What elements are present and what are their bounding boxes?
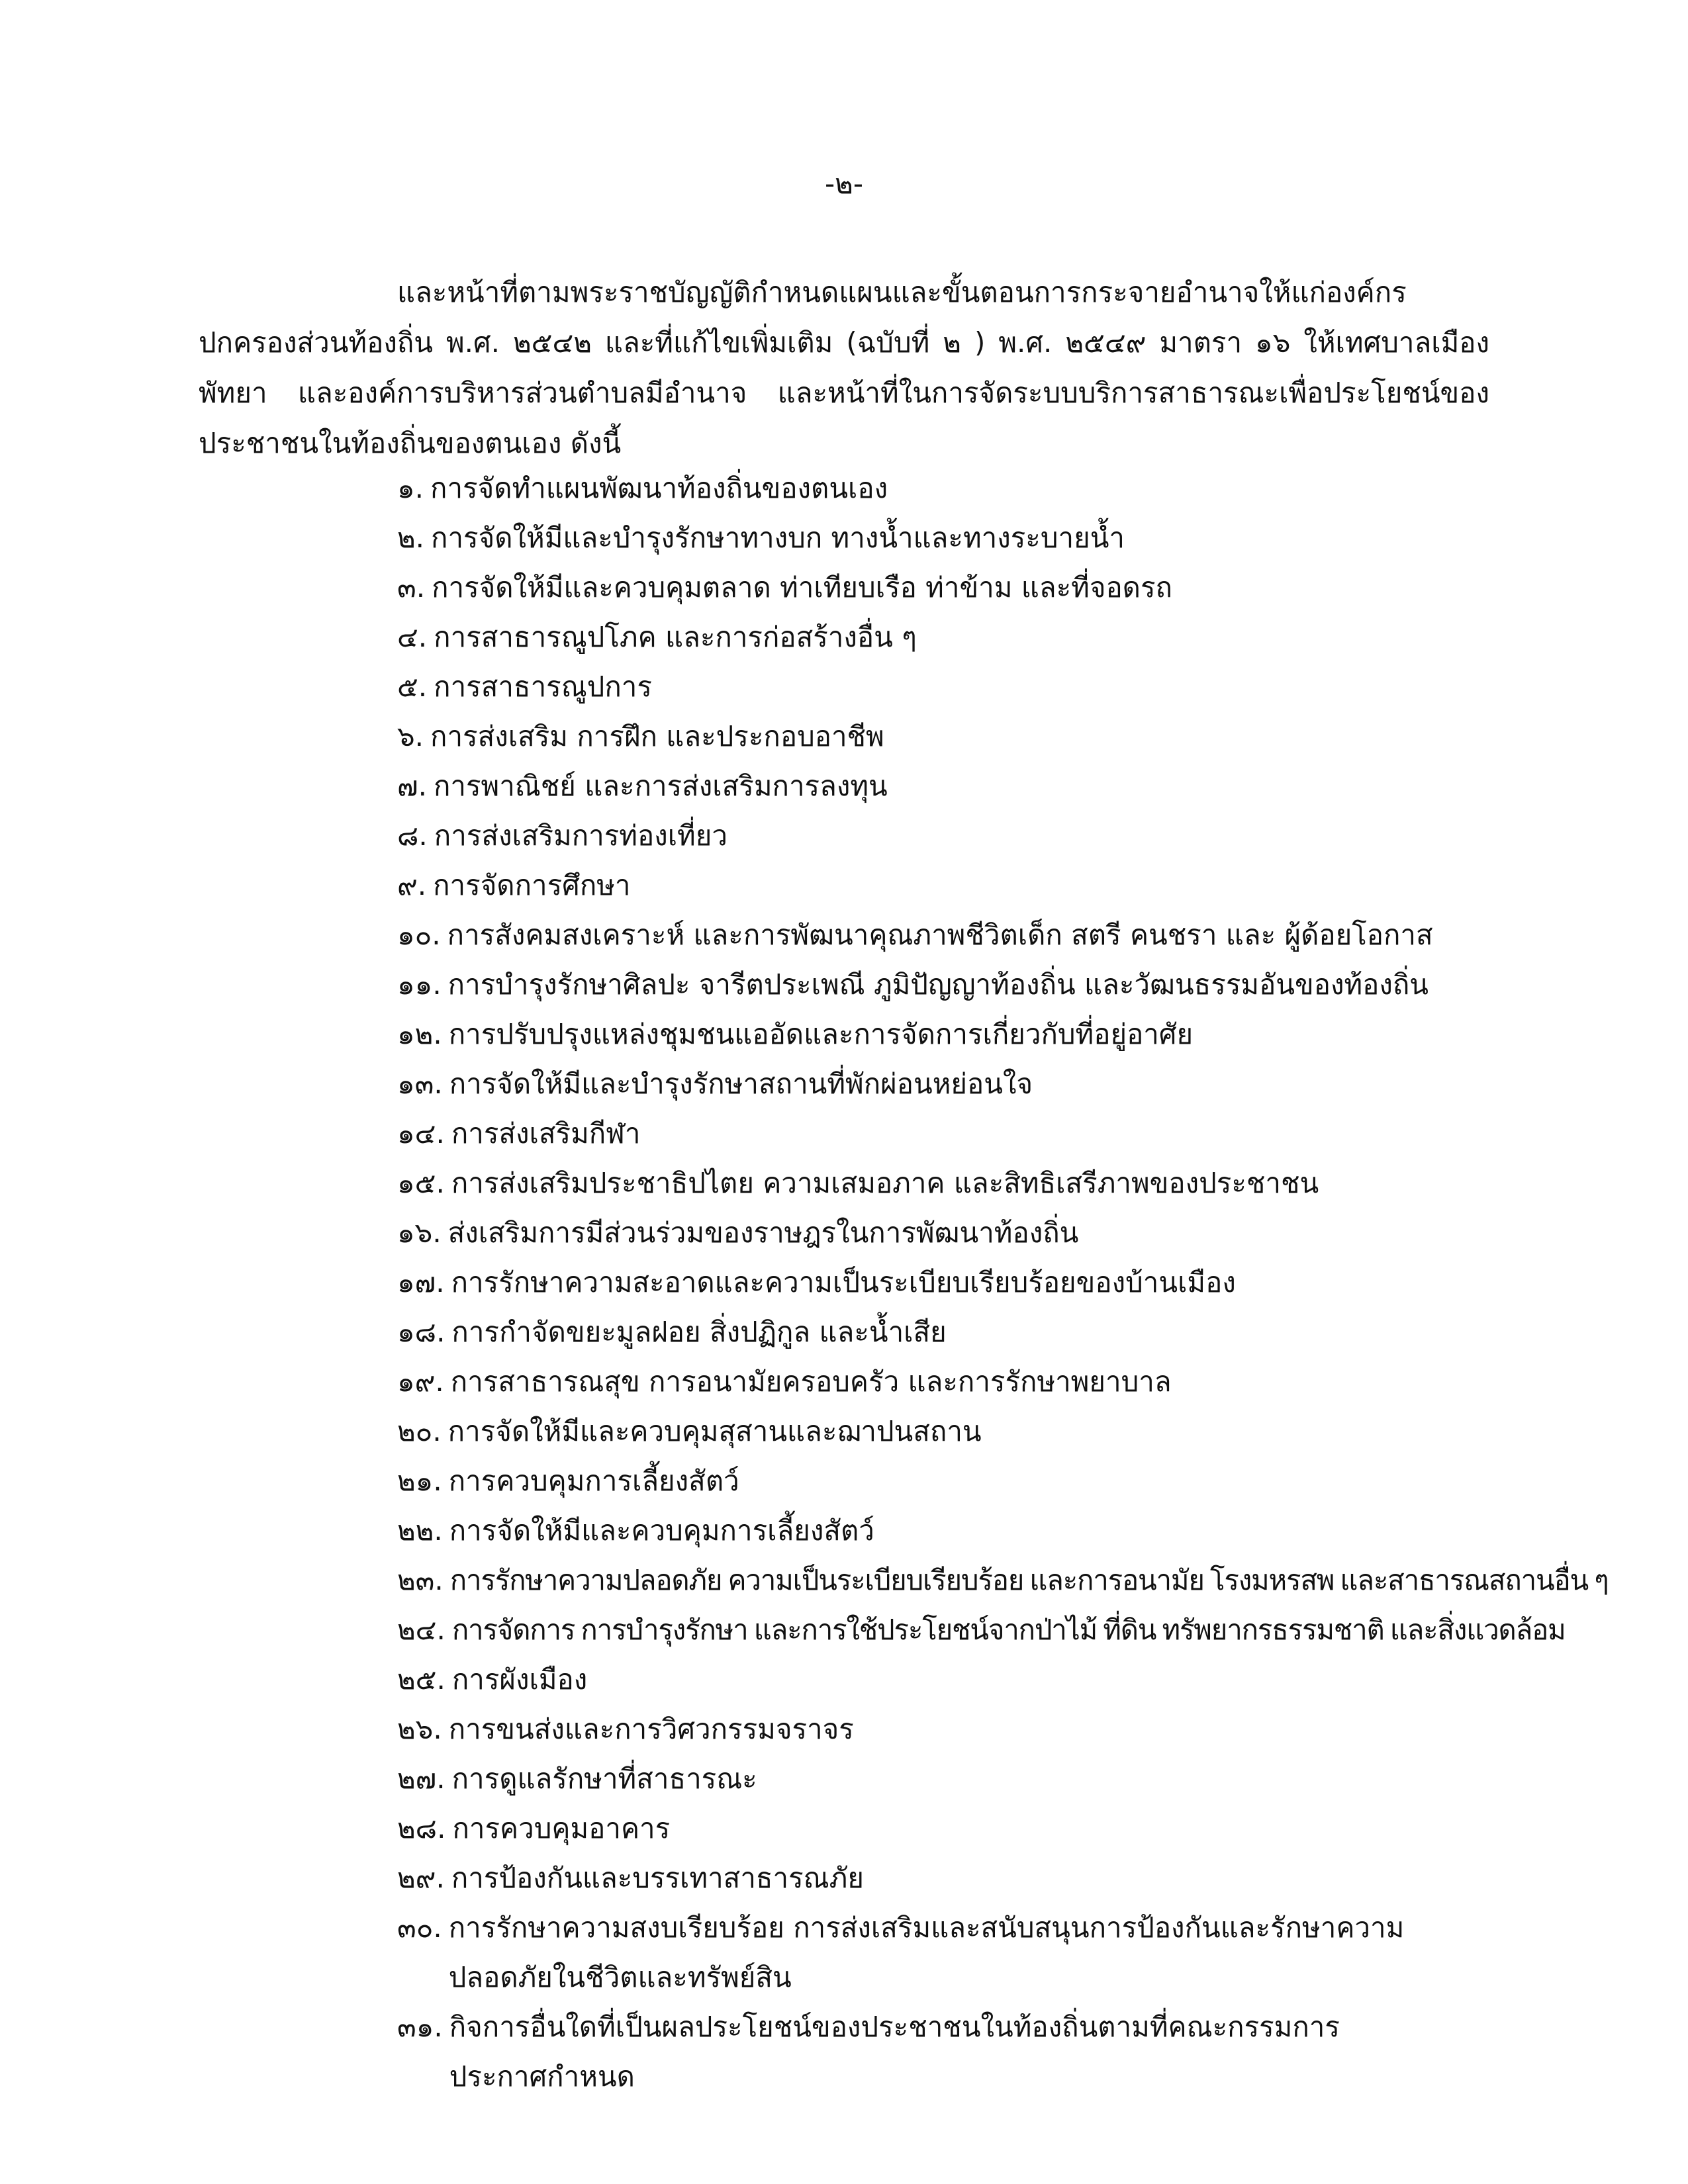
list-item-text: การปรับปรุงแหล่งชุมชนแออัดและการจัดการเกี่ยวกับที่อยู่อาศัย (448, 1018, 1194, 1050)
list-item-text: การผังเมือง (451, 1663, 588, 1696)
list-item-text: ส่งเสริมการมีส่วนร่วมของราษฎรในการพัฒนาท้องถิ่น (447, 1216, 1079, 1249)
list-item-number: ๑๓. (397, 1068, 443, 1100)
list-item (397, 1009, 1523, 1059)
list-item-text: การจัดการศึกษา (433, 869, 631, 901)
list-item-text: การป้องกันและบรรเทาสาธารณภัย (451, 1862, 864, 1894)
list-item-text: การสาธารณูปการ (434, 670, 652, 703)
list-item-number: ๑๖. (397, 1216, 442, 1249)
list-item (397, 1506, 1523, 1555)
list-item-number: ๖. (397, 720, 424, 752)
list-item-number: ๒๕. (397, 1663, 445, 1696)
list-item-text: การควบคุมอาคาร (452, 1812, 671, 1844)
list-item-text: การพาณิชย์ และการส่งเสริมการลงทุน (433, 770, 888, 802)
intro-paragraph: และหน้าที่ตามพระราชบัญญัติกำหนดแผนและขั้นตอนการกระจายอำนาจให้แก่องค์กรปกครองส่วนท้องถิ่น พ.ศ. ๒๕๔๒ และที่แก้ไขเพิ่มเติม (ฉบับที่ ๒ ) พ.ศ. ๒๕๔๙ มาตรา ๑๖ ให้เทศบาลเมืองพัทยา และองค์การบริหารส่วนตำบลมีอำนาจ และหน้าที่ในการจัดระบบบริการสาธารณะเพื่อประโยชน์ของประชาชนในท้องถิ่นของตนเอง ดังนี้ (199, 276, 1489, 459)
list-item-number: ๒. (397, 522, 425, 554)
list-item-number: ๑๕. (397, 1167, 445, 1199)
list-item-number: ๓๐. (397, 1911, 442, 1944)
list-item-text: การขนส่งและการวิศวกรรมจราจร (448, 1713, 854, 1745)
list-item (397, 1357, 1523, 1406)
list-item-text: การสาธารณสุข การอนามัยครอบครัว และการรักษาพยาบาล (450, 1365, 1172, 1398)
duty-list (397, 463, 1609, 2101)
list-item-text: การจัดให้มีและควบคุมตลาด ท่าเทียบเรือ ท่าข้าม และที่จอดรถ (432, 571, 1172, 604)
list-item-text: การส่งเสริมการท่องเที่ยว (434, 819, 727, 852)
list-item-number: ๑. (397, 472, 424, 504)
list-item-text: การรักษาความสะอาดและความเป็นระเบียบเรียบร้อยของบ้านเมือง (451, 1266, 1236, 1298)
list-item (397, 1158, 1523, 1208)
list-item-number: ๕. (397, 670, 428, 703)
list-item-text: การรักษาความปลอดภัย ความเป็นระเบียบเรียบร้อย และการอนามัย โรงมหรสพ และสาธารณสถานอื่น ๆ (449, 1564, 1609, 1596)
list-item (397, 1109, 1523, 1158)
list-item (397, 1257, 1523, 1307)
list-item (397, 1605, 1566, 1655)
list-item-text: การจัดให้มีและบำรุงรักษาทางบก ทางน้ำและทางระบายน้ำ (431, 522, 1125, 554)
list-item-number: ๒๗. (397, 1762, 445, 1795)
list-item-number: ๔. (397, 621, 428, 653)
list-item-text: การสังคมสงเคราะห์ และการพัฒนาคุณภาพชีวิตเด็ก สตรี คนชรา และ ผู้ด้อยโอกาส (447, 919, 1433, 951)
list-item (397, 1853, 1523, 1903)
list-item (397, 1456, 1523, 1506)
list-item (397, 1059, 1523, 1109)
list-item-number: ๒๖. (397, 1713, 442, 1745)
list-item-number: ๙. (397, 869, 427, 901)
list-item-text: การส่งเสริมประชาธิปไตย ความเสมอภาค และสิทธิเสรีภาพของประชาชน (451, 1167, 1319, 1199)
list-item-text: การส่งเสริม การฝึก และประกอบอาชีพ (430, 720, 884, 752)
list-item (397, 612, 1523, 662)
list-item-number: ๑๒. (397, 1018, 442, 1050)
list-item (397, 711, 1523, 761)
list-item-number: ๒๒. (397, 1514, 443, 1547)
list-item-number: ๒๘. (397, 1812, 446, 1844)
list-item-number: ๘. (397, 819, 428, 852)
list-item-text: การควบคุมการเลี้ยงสัตว์ (448, 1465, 739, 1497)
list-item (397, 811, 1523, 860)
list-item (397, 563, 1523, 612)
list-item-number: ๒๔. (397, 1614, 445, 1646)
list-item (397, 1406, 1523, 1456)
list-item-text: การบำรุงรักษาศิลปะ จารีตประเพณี ภูมิปัญญาท้องถิ่น และวัฒนธรรมอันของท้องถิ่น (447, 968, 1429, 1001)
list-item (397, 662, 1523, 711)
list-item-number: ๑๗. (397, 1266, 445, 1298)
list-item-text: การส่งเสริมกีฬา (451, 1117, 641, 1150)
list-item (397, 761, 1523, 811)
list-item (397, 1655, 1523, 1704)
list-item-text: การจัดการ การบำรุงรักษา และการใช้ประโยชน์จากป่าไม้ ที่ดิน ทรัพยากรธรรมชาติ และสิ่งแวดล้อม (451, 1614, 1566, 1646)
list-item (397, 1704, 1523, 1754)
list-item-text: การสาธารณูปโภค และการก่อสร้างอื่น ๆ (434, 621, 917, 653)
list-item-text: การดูแลรักษาที่สาธารณะ (451, 1762, 757, 1795)
list-item-text: การจัดให้มีและบำรุงรักษาสถานที่พักผ่อนหย่อนใจ (449, 1068, 1033, 1100)
list-item (397, 860, 1523, 910)
list-item-text: การจัดทำแผนพัฒนาท้องถิ่นของตนเอง (430, 472, 888, 504)
list-item-text: การจัดให้มีและควบคุมสุสานและฌาปนสถาน (447, 1415, 982, 1447)
list-item (397, 1307, 1523, 1357)
page-number: -๒- (825, 167, 863, 200)
list-item-text: การจัดให้มีและควบคุมการเลี้ยงสัตว์ (449, 1514, 874, 1547)
list-item (397, 1208, 1523, 1257)
list-item-number: ๑๙. (397, 1365, 444, 1398)
list-item-text: กิจการอื่นใดที่เป็นผลประโยชน์ของประชาชนในท้องถิ่นตามที่คณะกรรมการประกาศกำหนด (449, 2011, 1340, 2093)
list-item-number: ๒๙. (397, 1862, 445, 1894)
list-item-number: ๑๘. (397, 1316, 445, 1348)
list-item-text: การกำจัดขยะมูลฝอย สิ่งปฏิกูล และน้ำเสีย (451, 1316, 947, 1348)
list-item-text: การรักษาความสงบเรียบร้อย การส่งเสริมและสนับสนุนการป้องกันและรักษาความปลอดภัยในชีวิตและทรัพย์สิน (448, 1911, 1405, 1993)
list-item-number: ๓. (397, 571, 426, 604)
list-item-number: ๑๔. (397, 1117, 445, 1150)
list-item (397, 463, 1523, 513)
list-item (397, 1555, 1609, 1605)
list-item (397, 513, 1523, 563)
list-item (397, 1754, 1523, 1803)
list-item-number: ๓๑. (397, 2011, 443, 2043)
list-item-number: ๗. (397, 770, 427, 802)
list-item-number: ๒๓. (397, 1564, 444, 1596)
list-item-number: ๒๑. (397, 1465, 442, 1497)
list-item (397, 2002, 1523, 2101)
list-item-number: ๑๑. (397, 968, 442, 1001)
list-item-number: ๒๐. (397, 1415, 442, 1447)
list-item-number: ๑๐. (397, 919, 441, 951)
list-item (397, 910, 1523, 960)
list-item (397, 1803, 1523, 1853)
list-item (397, 960, 1523, 1009)
list-item (397, 1903, 1523, 2002)
